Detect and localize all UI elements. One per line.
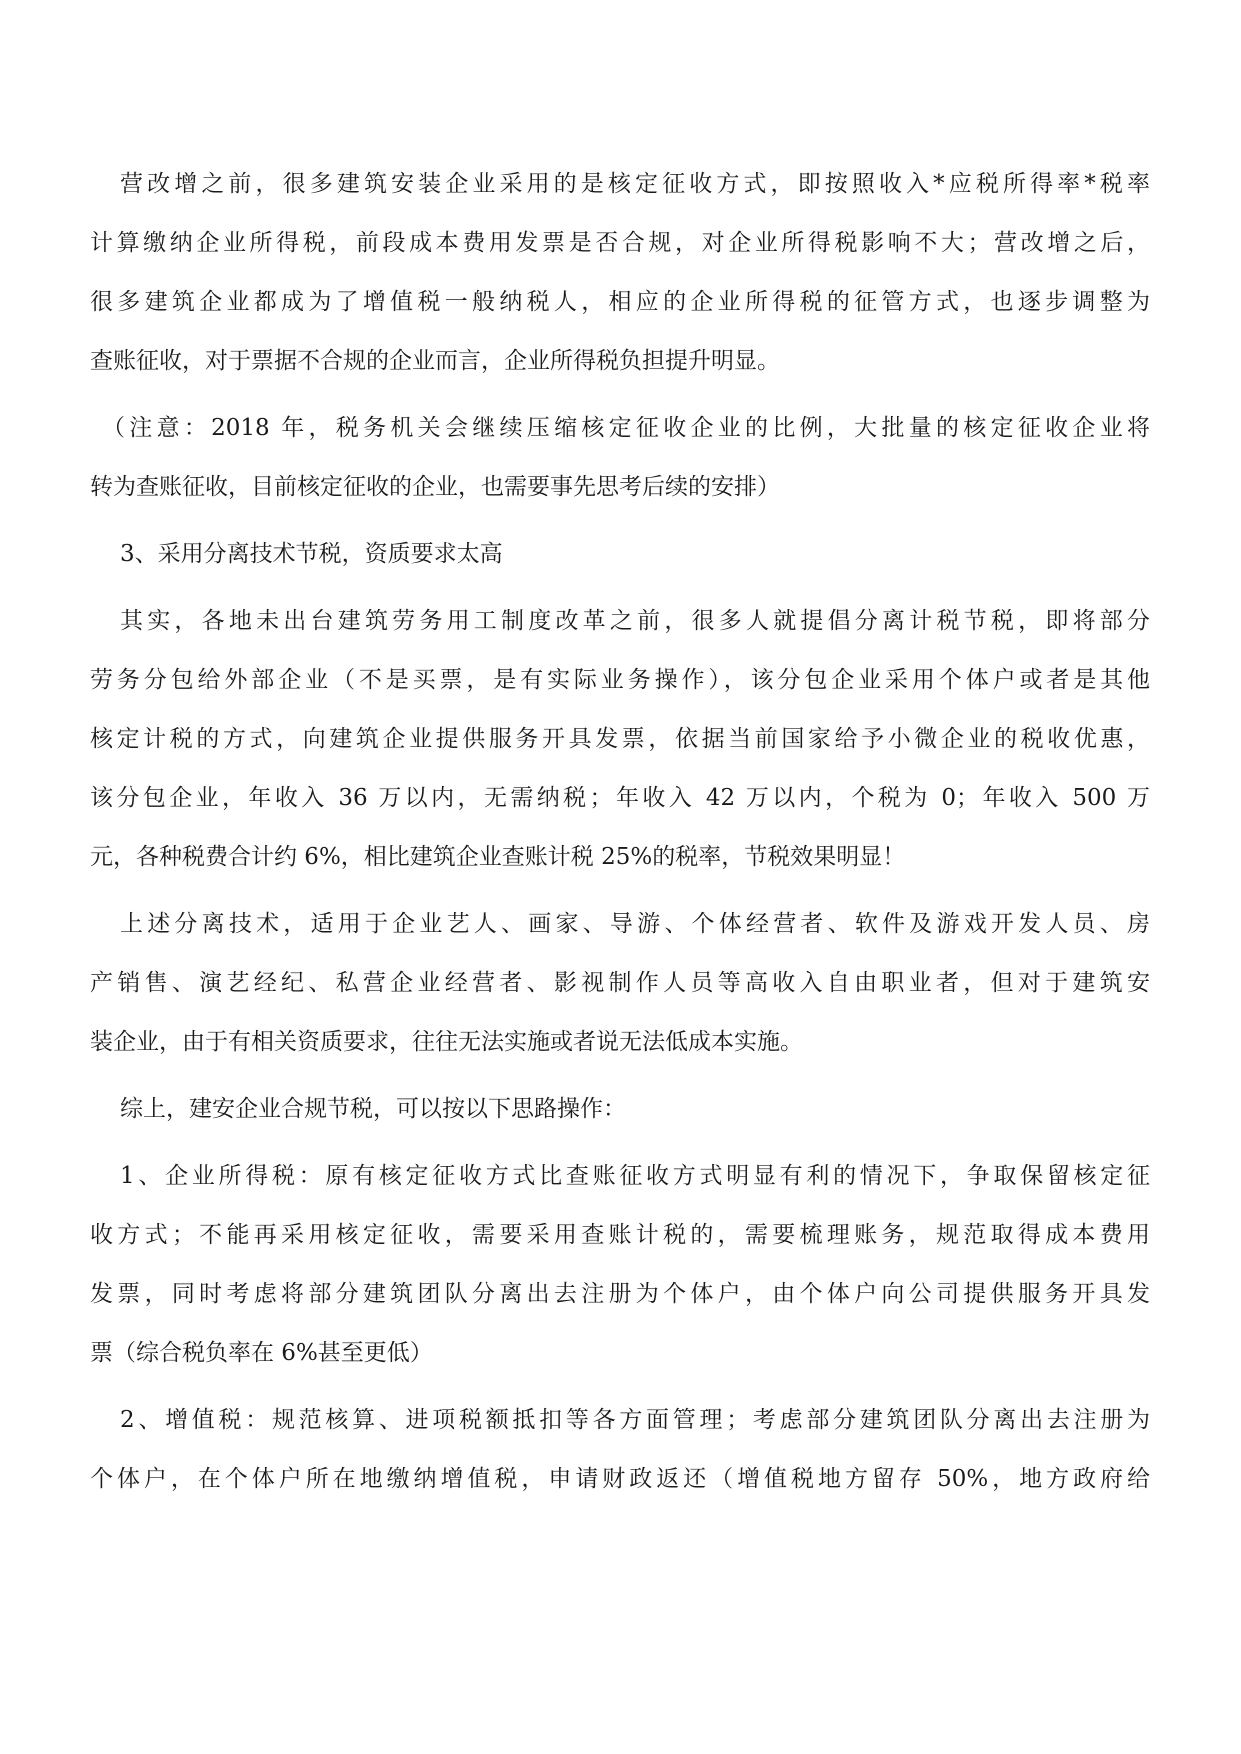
text-line: 收方式；不能再采用核定征收，需要采用查账计税的，需要梳理账务，规范取得成本费用: [90, 1222, 1150, 1248]
text-line: 查账征收，对于票据不合规的企业而言，企业所得税负担提升明显。: [90, 348, 780, 374]
paragraph-separate-taxation: [90, 592, 1150, 887]
text-line: 装企业，由于有相关资质要求，往往无法实施或者说无法低成本实施。: [90, 1029, 803, 1055]
section-heading: 3、采用分离技术节税，资质要求太高: [120, 541, 503, 567]
text-line: 2、增值税：规范核算、进项税额抵扣等各方面管理；考虑部分建筑团队分离出去注册为: [120, 1407, 1150, 1433]
paragraph-note-2018: [90, 399, 1150, 517]
text-line: （注意：2018 年，税务机关会继续压缩核定征收企业的比例，大批量的核定征收企业将: [102, 415, 1150, 441]
text-line: 产销售、演艺经纪、私营企业经营者、影视制作人员等高收入自由职业者，但对于建筑安: [90, 970, 1150, 996]
text-line: 很多建筑企业都成为了增值税一般纳税人，相应的企业所得税的征管方式，也逐步调整为: [90, 289, 1150, 315]
text-line: 核定计税的方式，向建筑企业提供服务开具发票，依据当前国家给予小微企业的税收优惠，: [90, 726, 1150, 752]
text-line: 票（综合税负率在 6%甚至更低）: [90, 1340, 433, 1366]
paragraph-vat-reform-intro: [90, 155, 1150, 391]
heading-separation-technique: [90, 525, 1150, 584]
document-body: [90, 155, 1150, 1517]
text-line: 营改增之前，很多建筑安装企业采用的是核定征收方式，即按照收入*应税所得率*税率: [120, 171, 1150, 197]
text-line: 计算缴纳企业所得税，前段成本费用发票是否合规，对企业所得税影响不大；营改增之后，: [90, 230, 1150, 256]
text-line: 该分包企业，年收入 36 万以内，无需纳税；年收入 42 万以内，个税为 0；年收入 500 万: [90, 785, 1150, 811]
text-line: 综上，建安企业合规节税，可以按以下思路操作：: [120, 1096, 626, 1122]
text-line: 转为查账征收，目前核定征收的企业，也需要事先思考后续的安排）: [90, 474, 780, 500]
text-line: 元，各种税费合计约 6%，相比建筑企业查账计税 25%的税率，节税效果明显！: [90, 844, 906, 870]
paragraph-value-added-tax: [90, 1391, 1150, 1509]
paragraph-summary: [90, 1080, 1150, 1139]
text-line: 上述分离技术，适用于企业艺人、画家、导游、个体经营者、软件及游戏开发人员、房: [120, 911, 1150, 937]
text-line: 劳务分包给外部企业（不是买票，是有实际业务操作），该分包企业采用个体户或者是其他: [90, 667, 1150, 693]
text-line: 个体户，在个体户所在地缴纳增值税，申请财政返还（增值税地方留存 50%，地方政府给: [90, 1466, 1150, 1492]
paragraph-corporate-income-tax: [90, 1147, 1150, 1383]
paragraph-applicable-professions: [90, 895, 1150, 1072]
text-line: 其实，各地未出台建筑劳务用工制度改革之前，很多人就提倡分离计税节税，即将部分: [120, 608, 1150, 634]
text-line: 1、企业所得税：原有核定征收方式比查账征收方式明显有利的情况下，争取保留核定征: [120, 1163, 1150, 1189]
text-line: 发票，同时考虑将部分建筑团队分离出去注册为个体户，由个体户向公司提供服务开具发: [90, 1281, 1150, 1307]
